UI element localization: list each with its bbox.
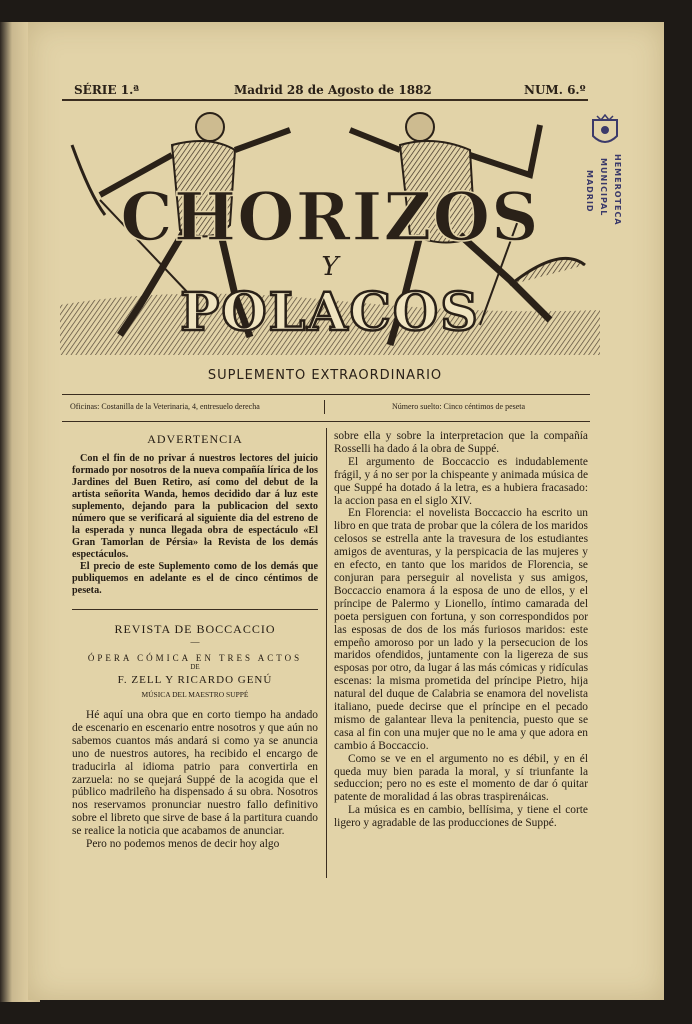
left-column xyxy=(72,432,318,851)
issue-number: NUM. 6.º xyxy=(524,83,586,97)
review-dash: — xyxy=(190,637,200,647)
stamp-line-3: MADRID xyxy=(585,170,594,213)
header-divider xyxy=(324,400,325,414)
review-paragraph-2: Pero no podemos menos de decir hoy algo xyxy=(86,838,280,851)
issue-date: Madrid 28 de Agosto de 1882 xyxy=(234,83,432,97)
issue-price: Número suelto: Cinco céntimos de peseta xyxy=(392,402,526,411)
crest-icon xyxy=(585,114,625,150)
right-paragraph-4: La música es en cambio, bellísima, y tiene el corte ligero y agradable de las producciones de Suppé. xyxy=(334,804,588,830)
masthead-info-row xyxy=(74,83,588,99)
authors-line: F. ZELL Y RICARDO GENÚ xyxy=(117,674,273,686)
opera-de: DE xyxy=(190,663,200,671)
section-rule xyxy=(72,609,318,610)
supplement-subtitle: SUPLEMENTO EXTRAORDINARIO xyxy=(207,368,443,383)
title-illustration xyxy=(60,105,600,360)
title-line-1: CHORIZOS xyxy=(120,178,540,256)
composer-line: MÚSICA DEL MAESTRO SUPPÉ xyxy=(141,690,249,699)
right-paragraph-2: En Florencia: el novelista Boccaccio ha escrito un libro en que trata de probar que la cólera de los maridos celosos se estrella ante la travesura de los estudiantes amigos de aventuras, y la perspicacia de las mujeres y en efecto, en tanto que los maridos de Florencia, se conjuran para perseguir al novelista y sus amigos, Boccaccio enamora á la esposa de uno de ellos, y el príncipe de Palermo y Lionello, íntimo camarada del poeta persiguen con fortuna, y son correspondidos por las esposas de dos de los más furiosos maridos: este empeño amoroso por un lado y la persecucion de los maridos ofendidos, juntamente con la ligereza de sus esposas por otro, da lugar á las más cómicas y ridículas escenas: la misma prometida del príncipe Pietro, hija natural del duque de Calabria se enamora del novelista italiano, puede decirse que el príncipe en el pecado mismo de galantear lleva la penitencia, puesto que se casa al fin con una mujer que no le ama y que adora en cambio á Boccaccio. xyxy=(334,507,588,752)
library-stamp xyxy=(583,110,633,240)
office-address: Oficinas: Costanilla de la Veterinaria, 4, entresuelo derecha xyxy=(70,402,260,411)
right-paragraph-1: El argumento de Boccaccio es indudablemente frágil, y á no ser por la chispeante y animada música de que Suppé ha dotado á la letra, es a hubiera fracasado: la accion pasa en el siglo XIV. xyxy=(334,455,588,507)
right-paragraph-3: Como se ve en el argumento no es débil, y en él queda muy bien parada la moral, y sí triunfante la seduccion; pero no es este el momento de dar ó quitar patente de moralidad á las obras traspirenáicas. xyxy=(334,752,588,804)
review-paragraph-1: Hé aquí una obra que en corto tiempo ha andado de escenario en escenario entre nosotros y que aún no sabemos cuantos más andará si como ya se anuncia uno de nuestros autores, ha recibido el encargo de traducirla al idioma patrio para convertirla en zarzuela: no se quejará Suppé de la acogida que el público madrileño ha dispensado á su obra. Nosotros nos reservamos pronunciar nuestro fallo definitivo sobre el libreto que sirve de base á la partitura cuando se realice la noticia que acabamos de anunciar. xyxy=(72,709,318,838)
header-rule-top xyxy=(62,394,590,395)
title-line-2: POLACOS xyxy=(180,282,480,343)
stamp-line-2: MUNICIPAL xyxy=(599,158,608,217)
masthead-rule xyxy=(62,99,588,101)
stamp-line-1: HEMEROTECA xyxy=(613,154,622,226)
right-column xyxy=(334,430,588,830)
review-heading: REVISTA DE BOCCACCIO xyxy=(114,622,276,636)
column-divider xyxy=(326,428,327,878)
opera-subtitle: ÓPERA CÓMICA EN TRES ACTOS xyxy=(87,653,303,663)
notice-paragraph-1: Con el fin de no privar á nuestros lectores del juicio formado por nosotros de la nueva compañía lírica de los Jardines del Buen Retiro, así como del debut de la artista señorita Wanda, hemos decidido dar á luz este suplemento, dejando para la publicacion del sexto número que se verificará al siguiente dia del estreno de la esperada y nunca llegada obra de espectáculo «El Gran Tamorlan de Pérsia» la Revista de los demás espectáculos. xyxy=(72,453,318,560)
title-connector: Y xyxy=(321,252,339,282)
notice-paragraph-2: El precio de este Suplemento como de los demás que publiquemos en adelante es el de cinco céntimos de peseta. xyxy=(72,561,318,596)
notice-heading: ADVERTENCIA xyxy=(147,432,243,446)
series-label: SÉRIE 1.ª xyxy=(74,83,140,97)
right-paragraph-0: sobre ella y sobre la interpretacion que la compañía Rosselli ha dado á la obra de Suppé. xyxy=(334,430,588,455)
header-rule-bottom xyxy=(62,421,590,422)
